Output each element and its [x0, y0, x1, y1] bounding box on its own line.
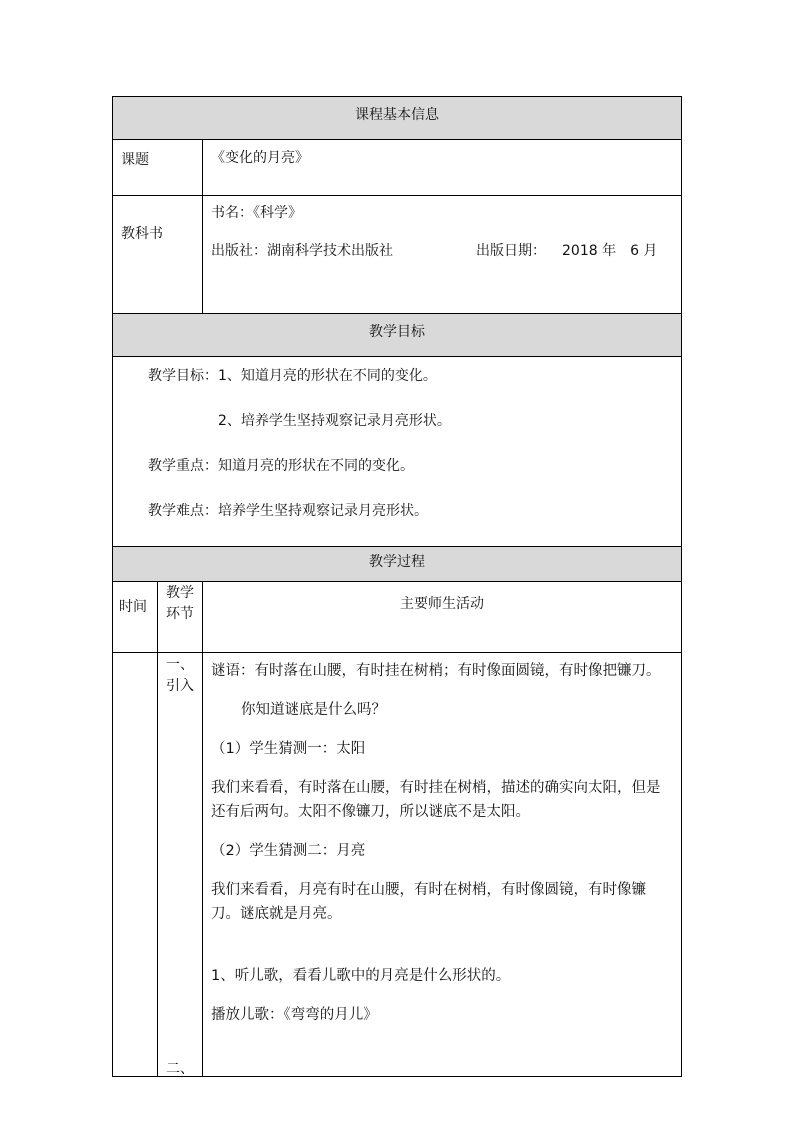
pub-date-value: 2018 年 6 月	[562, 243, 658, 259]
lesson-plan-document	[112, 96, 681, 1077]
riddle-question: 你知道谜底是什么吗？	[241, 702, 386, 718]
song-text: 播放儿歌：《弯弯的月儿》	[211, 1007, 378, 1023]
col-stage-line1: 教学	[166, 585, 194, 601]
pub-date-label: 出版日期：	[476, 243, 546, 259]
stage-1-number: 一、	[166, 657, 194, 673]
goal-2: 2、培养学生坚持观察记录月亮形状。	[218, 413, 451, 429]
guess-1: （1）学生猜测一：太阳	[211, 741, 366, 757]
goals-title: 教学目标	[113, 314, 682, 357]
lesson-plan-table	[112, 96, 682, 1077]
time-cell	[113, 653, 158, 1077]
textbook-row	[113, 196, 682, 314]
process-column-headers	[113, 582, 682, 653]
topic-value: 《变化的月亮》	[203, 140, 682, 196]
stage-cell	[158, 653, 203, 1077]
textbook-label: 教科书	[113, 196, 203, 314]
textbook-info	[203, 196, 682, 314]
col-time-header: 时间	[113, 582, 158, 653]
stage-1-name: 引入	[166, 678, 194, 694]
goals-header-row	[113, 314, 682, 357]
publisher: 出版社：湖南科学技术出版社	[211, 243, 393, 259]
key-point: 教学重点：知道月亮的形状在不同的变化。	[148, 458, 414, 474]
col-stage-header	[158, 582, 203, 653]
process-header-row	[113, 547, 682, 582]
goal-1: 教学目标：1、知道月亮的形状在不同的变化。	[148, 368, 437, 384]
col-activity-header: 主要师生活动	[203, 582, 682, 653]
riddle-text: 谜语：有时落在山腰，有时挂在树梢；有时像面圆镜，有时像把镰刀。	[211, 663, 661, 679]
stage-2-number: 二、	[166, 1061, 194, 1077]
activity-cell	[203, 653, 682, 1077]
step-1: 1、听儿歌，看看儿歌中的月亮是什么形状的。	[211, 968, 511, 984]
process-title: 教学过程	[113, 547, 682, 582]
explain-2: 我们来看看，月亮有时在山腰，有时在树梢，有时像圆镜，有时像镰刀。谜底就是月亮。	[211, 882, 646, 922]
explain-1: 我们来看看，有时落在山腰，有时挂在树梢，描述的确实向太阳，但是还有后两句。太阳不像镰刀，所以谜底不是太阳。	[211, 780, 661, 820]
topic-label: 课题	[113, 140, 203, 196]
book-name: 书名：《科学》	[211, 205, 302, 221]
difficulty-point: 教学难点：培养学生坚持观察记录月亮形状。	[148, 503, 428, 519]
basic-info-title: 课程基本信息	[113, 97, 682, 140]
process-row	[113, 653, 682, 1077]
col-stage-line2: 环节	[166, 606, 194, 622]
goals-row	[113, 357, 682, 547]
topic-row	[113, 140, 682, 196]
goals-content	[113, 357, 682, 547]
guess-2: （2）学生猜测二：月亮	[211, 843, 366, 859]
basic-info-header-row	[113, 97, 682, 140]
publisher-line	[211, 241, 681, 261]
